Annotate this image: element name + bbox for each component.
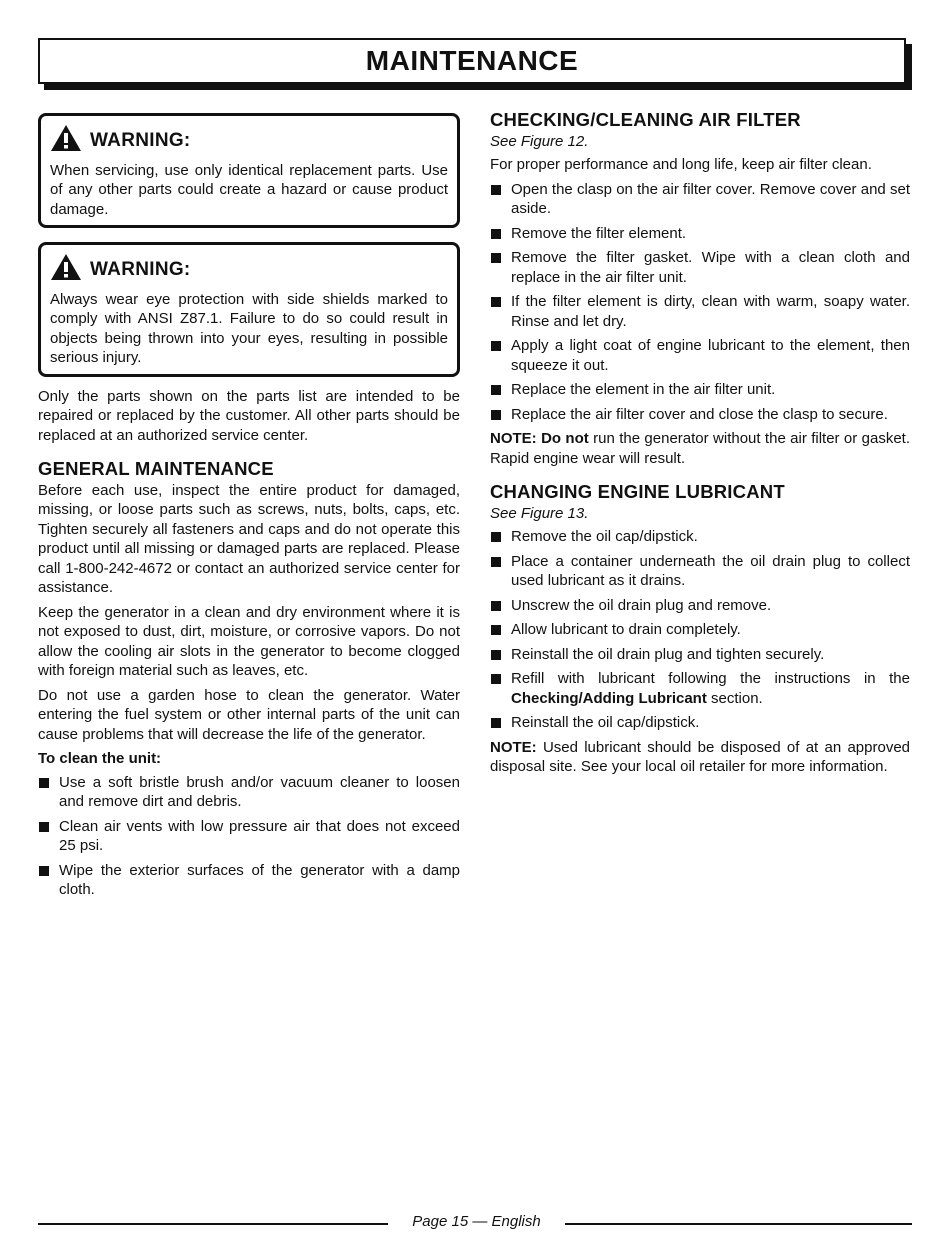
lubricant-note: NOTE: Used lubricant should be disposed of at an approved disposal site. See your local oil retailer for more information. (490, 738, 910, 775)
warning-triangle-icon (50, 124, 82, 158)
bullet-square-icon (491, 557, 501, 567)
warning-text: Always wear eye protection with side shields marked to comply with ANSI Z87.1. Failure to do so could result in objects being thrown into your eyes, resulting in possible serious injury. (50, 290, 448, 366)
list-item: Refill with lubricant following the instructions in the Checking/Adding Lubricant section. (490, 669, 910, 708)
bullet-square-icon (491, 650, 501, 660)
bullet-square-icon (491, 385, 501, 395)
list-item: Replace the air filter cover and close the clasp to secure. (490, 405, 910, 425)
general-maintenance-heading: GENERAL MAINTENANCE (38, 458, 274, 479)
bullet-square-icon (39, 866, 49, 876)
bullet-square-icon (491, 297, 501, 307)
warning-title: WARNING: (90, 130, 191, 151)
warning-triangle-icon (50, 253, 82, 287)
page-header (38, 38, 912, 90)
general-paragraph: Do not use a garden hose to clean the generator. Water entering the fuel system or other internal parts of the unit can cause problems that will decrease the life of the generator. (38, 686, 460, 743)
list-item: Remove the filter element. (490, 224, 910, 244)
list-item: If the filter element is dirty, clean with warm, soapy water. Rinse and let dry. (490, 292, 910, 331)
warning-title: WARNING: (90, 259, 191, 280)
bullet-square-icon (491, 532, 501, 542)
list-item: Allow lubricant to drain completely. (490, 620, 910, 640)
list-item: Reinstall the oil cap/dipstick. (490, 713, 910, 733)
list-item: Apply a light coat of engine lubricant to the element, then squeeze it out. (490, 336, 910, 375)
bullet-square-icon (491, 674, 501, 684)
figure-reference: See Figure 13. (490, 504, 589, 522)
bullet-square-icon (491, 410, 501, 420)
footer-rule-left (38, 1223, 388, 1225)
bullet-square-icon (491, 185, 501, 195)
air-filter-intro: For proper performance and long life, keep air filter clean. (490, 156, 872, 173)
bullet-square-icon (491, 253, 501, 263)
right-column (490, 110, 910, 782)
bullet-square-icon (491, 229, 501, 239)
footer-rule-right (565, 1223, 912, 1225)
page-footer (38, 1212, 912, 1232)
list-item: Replace the element in the air filter unit. (490, 380, 910, 400)
clean-unit-label: To clean the unit: (38, 750, 162, 767)
bullet-square-icon (39, 822, 49, 832)
warning-box-1 (38, 113, 460, 228)
bullet-square-icon (491, 601, 501, 611)
list-item: Unscrew the oil drain plug and remove. (490, 596, 910, 616)
bullet-square-icon (39, 778, 49, 788)
list-item: Use a soft bristle brush and/or vacuum cleaner to loosen and remove dirt and debris. (38, 773, 460, 812)
lubricant-heading: CHANGING ENGINE LUBRICANT (490, 481, 785, 502)
bullet-square-icon (491, 341, 501, 351)
list-item: Reinstall the oil drain plug and tighten securely. (490, 645, 910, 665)
general-paragraph: Before each use, inspect the entire product for damaged, missing, or loose parts such as screws, nuts, bolts, caps, etc. Tighten securely all fasteners and caps and do not operate this product until all missing or damaged parts are replaced. Please call 1-800-242-4672 or contact an authorized service center for assistance. (38, 481, 460, 596)
warning-text: When servicing, use only identical replacement parts. Use of any other parts could create a hazard or cause product damage. (50, 161, 448, 218)
list-item: Place a container underneath the oil drain plug to collect used lubricant as it drains. (490, 552, 910, 591)
list-item: Wipe the exterior surfaces of the generator with a damp cloth. (38, 861, 460, 900)
bullet-square-icon (491, 718, 501, 728)
warning-box-2 (38, 242, 460, 377)
general-paragraph: Keep the generator in a clean and dry environment where it is not exposed to dust, dirt, moisture, or corrosive vapors. Do not allow the cooling air slots in the generator to become clogged with foreign material such as leaves, etc. (38, 603, 460, 679)
lubricant-steps (490, 527, 910, 733)
air-filter-heading: CHECKING/CLEANING AIR FILTER (490, 109, 801, 130)
list-item: Open the clasp on the air filter cover. Remove cover and set aside. (490, 180, 910, 219)
figure-reference: See Figure 12. (490, 132, 589, 150)
left-column (38, 113, 460, 905)
bullet-square-icon (491, 625, 501, 635)
clean-steps-list (38, 773, 460, 900)
air-filter-steps (490, 180, 910, 425)
list-item: Remove the oil cap/dipstick. (490, 527, 910, 547)
page-title: MAINTENANCE (38, 38, 906, 84)
air-filter-note: NOTE: Do not run the generator without the air filter or gasket. Rapid engine wear will result. (490, 430, 911, 467)
intro-paragraph: Only the parts shown on the parts list are intended to be repaired or replaced by the customer. All other parts should be replaced at an authorized service center. (38, 387, 460, 444)
list-item: Clean air vents with low pressure air that does not exceed 25 psi. (38, 817, 460, 856)
list-item: Remove the filter gasket. Wipe with a clean cloth and replace in the air filter unit. (490, 248, 910, 287)
page-number: Page 15 — English (412, 1213, 541, 1230)
